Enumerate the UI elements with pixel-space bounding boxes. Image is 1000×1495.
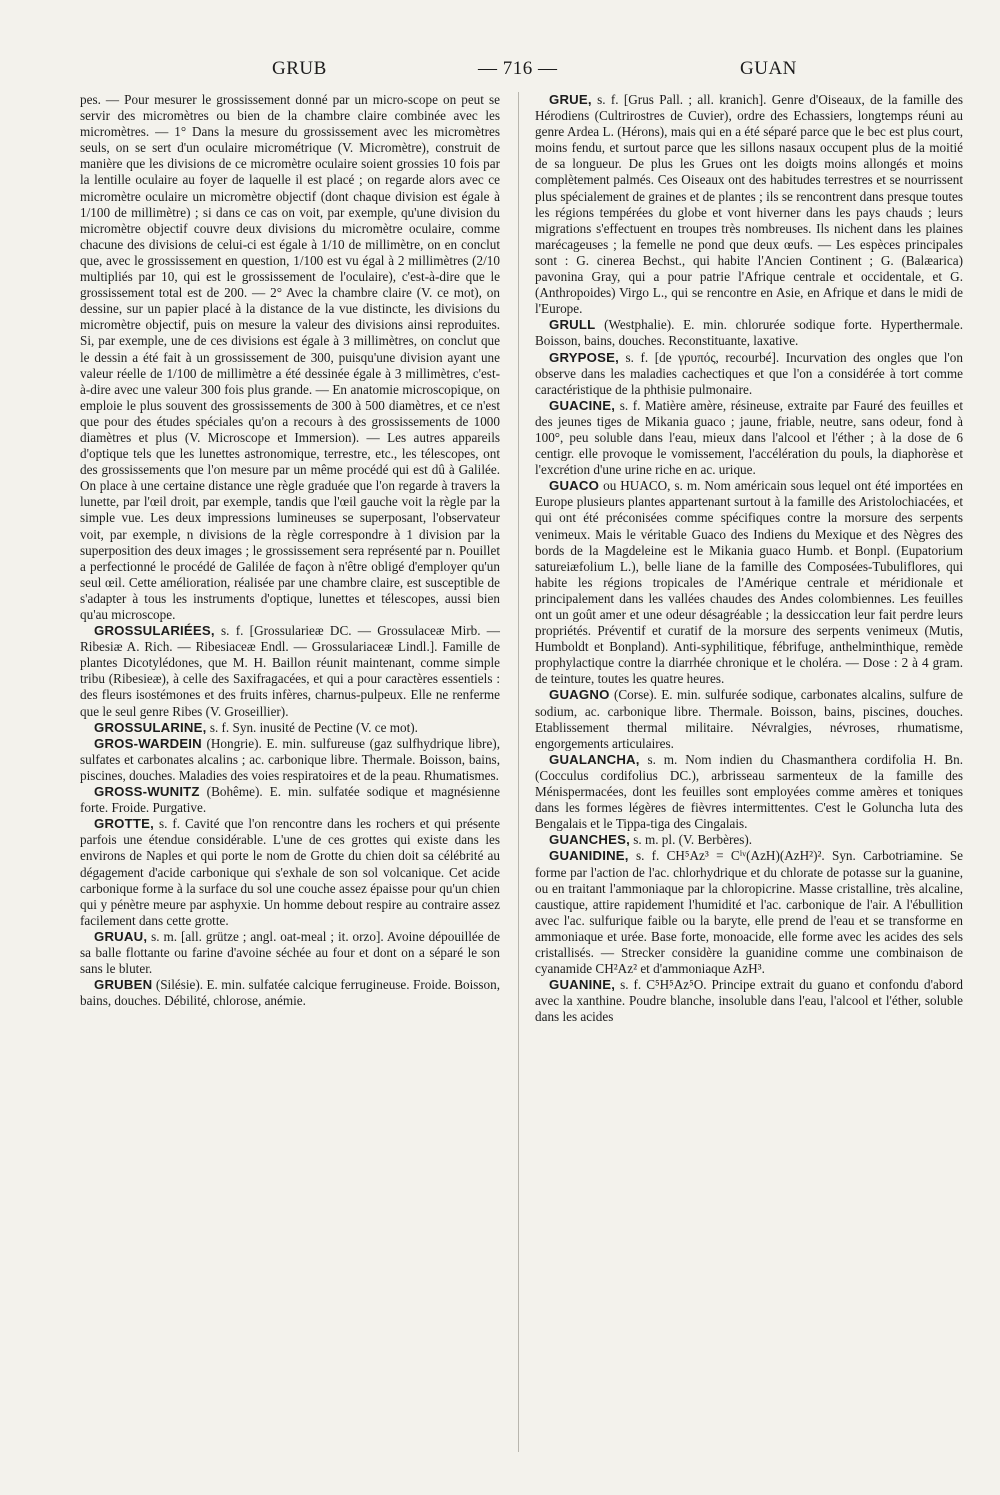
right-column bbox=[535, 92, 963, 1025]
entry-body: (Hongrie). E. min. sulfureuse (gaz sulfhydrique libre), sulfates et carbonates alcalins ; ac. carbonique libre. Thermale. Boisson, bains, piscines, douches. Maladies des voies respiratoires et de la peau. Rhumatismes. bbox=[80, 735, 500, 783]
entry-headword: GUANIDINE, bbox=[549, 848, 629, 864]
left-column bbox=[80, 92, 500, 1009]
entry-body: s. m. Nom indien du Chasmanthera cordifolia H. Bn. (Cocculus cordifolius DC.), arbrisseau sarmenteux de la famille des Ménispermacées, dont les feuilles sont employées comme amères et toniques dans les formes légères de fièvres intermittentes. C'est le Goluncha luta des Bengalais et le Tippa-tiga des Cingalais. bbox=[535, 751, 964, 832]
header-left-word: GRUB bbox=[272, 58, 327, 79]
entry-headword: GUACINE, bbox=[549, 397, 616, 413]
entry-body: s. f. [de γρυπός, recourbé]. Incurvation des ongles que l'on observe dans les maladies cachectiques et que l'on a considérée à tort comme caractéristique de la phthisie pulmonaire. bbox=[535, 349, 963, 397]
entry-headword: GUAGNO bbox=[549, 687, 610, 703]
entry-grossularine bbox=[80, 720, 500, 736]
entry-gross-wunitz bbox=[80, 784, 500, 816]
entry-gruau bbox=[80, 929, 500, 977]
entry-headword: GRULL bbox=[549, 317, 596, 333]
entry-body: s. f. [Grus Pall. ; all. kranich]. Genre d'Oiseaux, de la famille des Hérodiens (Cultrirostres de Cuvier), ordre des Echassiers, longtemps réuni au genre Ardea L. (Hérons), mais qui en a été séparé parce que le bec est plus court, moins fendu, et surtout parce que les sillons nasaux occupent plus de la moitié de sa longueur. De plus les Grues ont les doigts moins allongés et moins complètement palmés. Ces Oiseaux ont des habitudes terrestres et se nourrissent plus spécialement de graines et de plantes ; ils se rencontrent dans presque toutes les régions tempérées du globe et vont hiverner dans les pays chauds ; leurs migrations s'effectuent en troupes très nombreuses. Ils nichent dans les plaines marécageuses ; la femelle ne pond que deux œufs. — Les espèces principales sont : G. cinerea Bechst., qui habite l'Ancien Continent ; G. (Balæarica) pavonina Gray, qui a pour patrie l'Afrique centrale et occidentale, et G. (Anthropoides) Virgo L., qui se rencontre en Asie, en Afrique et dans le midi de l'Europe. bbox=[535, 92, 964, 317]
entry-headword: GROSSULARINE, bbox=[94, 719, 207, 735]
entry-grull bbox=[535, 317, 963, 349]
entry-gros-wardein bbox=[80, 736, 500, 784]
entry-gualancha bbox=[535, 752, 963, 832]
entry-headword: GUALANCHA, bbox=[549, 751, 640, 767]
entry-body: s. f. Matière amère, résineuse, extraite par Fauré des feuilles et des jeunes tiges de Mikania guaco ; jaune, friable, neutre, sans odeur, fond à 100°, peu soluble dans l'eau, mieux dans l'alcool et l'éther ; à la dose de 6 centigr. elle provoque le vomissement, l'accélération du pouls, la diaphorèse et l'excrétion d'une urine riche en ac. urique. bbox=[535, 397, 964, 478]
entry-body: (Silésie). E. min. sulfatée calcique ferrugineuse. Froide. Boisson, bains, douches. Débilité, chlorose, anémie. bbox=[80, 977, 501, 1009]
entry-headword: GUANINE, bbox=[549, 977, 616, 993]
entry-body: (Corse). E. min. sulfurée sodique, carbonates alcalins, sulfure de sodium, ac. carbonique libre. Thermale. Boisson, bains, piscines, douches. Etablissement thermal militaire. Névralgies, névroses, rhumatisme, engorgements articulaires. bbox=[535, 687, 964, 751]
entry-grypose bbox=[535, 350, 963, 398]
entry-gruben bbox=[80, 977, 500, 1009]
entry-body: s. f. Syn. inusité de Pectine (V. ce mot). bbox=[209, 719, 418, 735]
entry-body: s. f. [Grossularieæ DC. — Grossulaceæ Mirb. — Ribesiæ A. Rich. — Ribesiaceæ Endl. — Grossulariaceæ Lindl.]. Famille de plantes Dicotylédones, que M. H. Baillon réunit maintenant, comme simple tribu (Ribesieæ), à celle des Saxifragacées, et qui a pour caractères essentiels : des fleurs isostémones et des fruits infères, charnus-pulpeux. Elle ne renferme que le seul genre Ribes (V. Groseillier). bbox=[80, 623, 500, 719]
entry-guanine bbox=[535, 977, 963, 1025]
continued-text: pes. — Pour mesurer le grossissement donné par un micro-scope on peut se servir des micromètres ou bien de la chambre claire combinée avec les micromètres. — 1° Dans la mesure du grossissement avec les micromètres seuls, on se sert d'un oculaire micrométrique (V. Micromètre), construit de manière que les divisions de ce micromètre oculaire soient grossies 10 fois par la lentille oculaire au foyer de laquelle il est placé ; on regarde alors avec ce micromètre oculaire un micromètre objectif (dont chaque division est égale à 1/100 de millimètre) ; si dans ce cas on voit, par exemple, qu'une division du micromètre objectif couvre deux divisions du micromètre oculaire, comme chacune des divisions de celui-ci est égale à 1/10 de millimètre, on en conclut que, avec le grossissement en question, 1/100 est vu égal à 2 millimètres (2/10 multipliés par 10, qui est le grossissement de l'oculaire), c'est-à-dire que le grossissement total est de 200. — 2° Avec la chambre claire (V. ce mot), on dessine, sur un papier placé à la distance de la vue distincte, les divisions du micromètre objectif, puis on mesure la valeur des divisions ainsi reproduites. Si, par exemple, une de ces divisions est égale à 3 millimètres, on conclut que le dessin a été fait à un grossissement de 300, puisqu'une division ayant une valeur réelle de 1/100 de millimètre a été dessinée égale à 3 millimètres, c'est-à-dire avec une valeur 300 fois plus grande. — En anatomie microscopique, on emploie le plus souvent des grossissements de 300 à 500 diamètres, et ce n'est que pour des études spéciales qu'on a recours à des grossissements de 1000 diamètres et plus (V. Microscope et Immersion). — Les autres appareils d'optique tels que les lunettes astronomique, terrestre, etc., les télescopes, ont des grossissements que l'on mesure par un même procédé qui est dû à Galilée. On place à une certaine distance une règle graduée que l'on regarde à travers la lunette, par l'œil droit, par exemple, tandis que l'œil gauche voit la règle par la simple vue. Les deux impressions lumineuses se superposant, l'observateur voit, par exemple, n divisions de la règle correspondre à 1 division par la superposition des deux images ; le grossissement sera représenté par n. Pouillet a perfectionné le procédé de Galilée de façon à n'être obligé d'employer qu'un seul œil. Cette amélioration, réalisée par une chambre claire, est susceptible de s'adapter à tous les instruments d'optique, lunettes et télescopes, aussi bien qu'au microscope. bbox=[80, 92, 500, 622]
entry-body: s. m. [all. grütze ; angl. oat-meal ; it. orzo]. Avoine dépouillée de sa balle flottante ou farine d'avoine séchée au four et dont on a séparé le son sans le bluter. bbox=[80, 928, 501, 977]
page-number: — 716 — bbox=[478, 58, 558, 79]
column-divider bbox=[518, 92, 519, 1452]
entry-headword: GROTTE, bbox=[94, 816, 155, 832]
entry-body: s. f. C⁵H⁵Az⁵O. Principe extrait du guano et confondu d'abord avec la xanthine. Poudre blanche, insoluble dans l'eau, l'alcool et l'éther, soluble dans les acides bbox=[535, 977, 964, 1025]
entry-headword: GUACO bbox=[549, 478, 600, 494]
entry-guacine bbox=[535, 398, 963, 478]
entry-headword: GROS-WARDEIN bbox=[94, 735, 202, 751]
entry-headword: GRUBEN bbox=[94, 977, 153, 993]
entry-body: s. f. Cavité que l'on rencontre dans les rochers et qui présente parfois une étendue considérable. L'une de ces grottes qui existe dans les environs de Naples et qui porte le nom de Grotte du chien doit sa célébrité au dégagement d'acide carbonique qui s'exhale de son sol volcanique. Cet acide carbonique forme à la surface du sol une couche assez épaisse pour qu'un chien qui y pénètre meure par asphyxie. Un homme debout respire au contraire assez facilement dans cette grotte. bbox=[80, 816, 500, 928]
entry-body: s. f. CH⁵Az³ = Cⁱᵛ(AzH)(AzH²)². Syn. Carbotriamine. Se forme par l'action de l'ac. chlorhydrique et du chlorate de potasse sur la guanine, ou en traitant l'ammoniaque par la chloropicrine. Masse cristalline, très alcaline, caustique, attire rapidement l'humidité et l'ac. carbonique de l'air. A l'ébullition avec l'ac. sulfurique faible ou la baryte, elle prend de l'eau et se transforme en ammoniaque et urée. Base forte, monoacide, elle forme avec les acides des sels cristallisés. — Strecker considère la guanidine comme une combinaison de cyanamide CH²Az² et d'ammoniaque AzH³. bbox=[535, 848, 964, 977]
entry-body: (Westphalie). E. min. chlorurée sodique forte. Hyperthermale. Boisson, bains, douches. Reconstituante, laxative. bbox=[535, 317, 963, 349]
entry-headword: GROSSULARIÉES, bbox=[94, 623, 215, 639]
header-right-word: GUAN bbox=[740, 58, 797, 79]
entry-headword: GROSS-WUNITZ bbox=[94, 784, 200, 800]
entry-body: ou HUACO, s. m. Nom américain sous lequel ont été importées en Europe plusieurs plantes appartenant surtout à la famille des Aristolochiacées, et qui ont été préconisées comme spécifiques contre la morsure des serpents venimeux. Mais le véritable Guaco des Indiens du Mexique et des Nègres des bords de la Magdeleine est le Mikania guaco Humb. et Bonpl. (Eupatorium satureiæfolium L.), belle liane de la famille des Composées-Tubuliflores, qui habite les régions tropicales de l'Amérique centrale et méridionale et principalement dans les vallées chaudes des Andes colombiennes. Les feuilles ont un goût amer et une odeur désagréable ; la dessiccation leur fait perdre leurs propriétés. Préventif et curatif de la morsure des serpents venimeux (Mutis, Humboldt et Bonpland). Anti-syphilitique, fébrifuge, anthelminthique, remède prophylactique contre la diarrhée chronique et le choléra. — Dose : 2 à 4 gram. de teinture, toutes les quatre heures. bbox=[535, 478, 964, 687]
entry-guaco bbox=[535, 478, 963, 687]
entry-guagno bbox=[535, 687, 963, 751]
entry-body: s. m. pl. (V. Berbères). bbox=[633, 832, 753, 848]
entry-headword: GRUAU, bbox=[94, 928, 148, 944]
entry-grotte bbox=[80, 816, 500, 929]
page-header bbox=[0, 58, 1000, 84]
entry-headword: GRUE, bbox=[549, 92, 592, 107]
entry-headword: GUANCHES, bbox=[549, 832, 630, 848]
entry-guanidine bbox=[535, 848, 963, 977]
entry-headword: GRYPOSE, bbox=[549, 349, 619, 365]
entry-guanches bbox=[535, 832, 963, 848]
entry-grossulariees bbox=[80, 623, 500, 720]
entry-body: (Bohême). E. min. sulfatée sodique et magnésienne forte. Froide. Purgative. bbox=[80, 784, 500, 816]
entry-grue bbox=[535, 92, 963, 317]
